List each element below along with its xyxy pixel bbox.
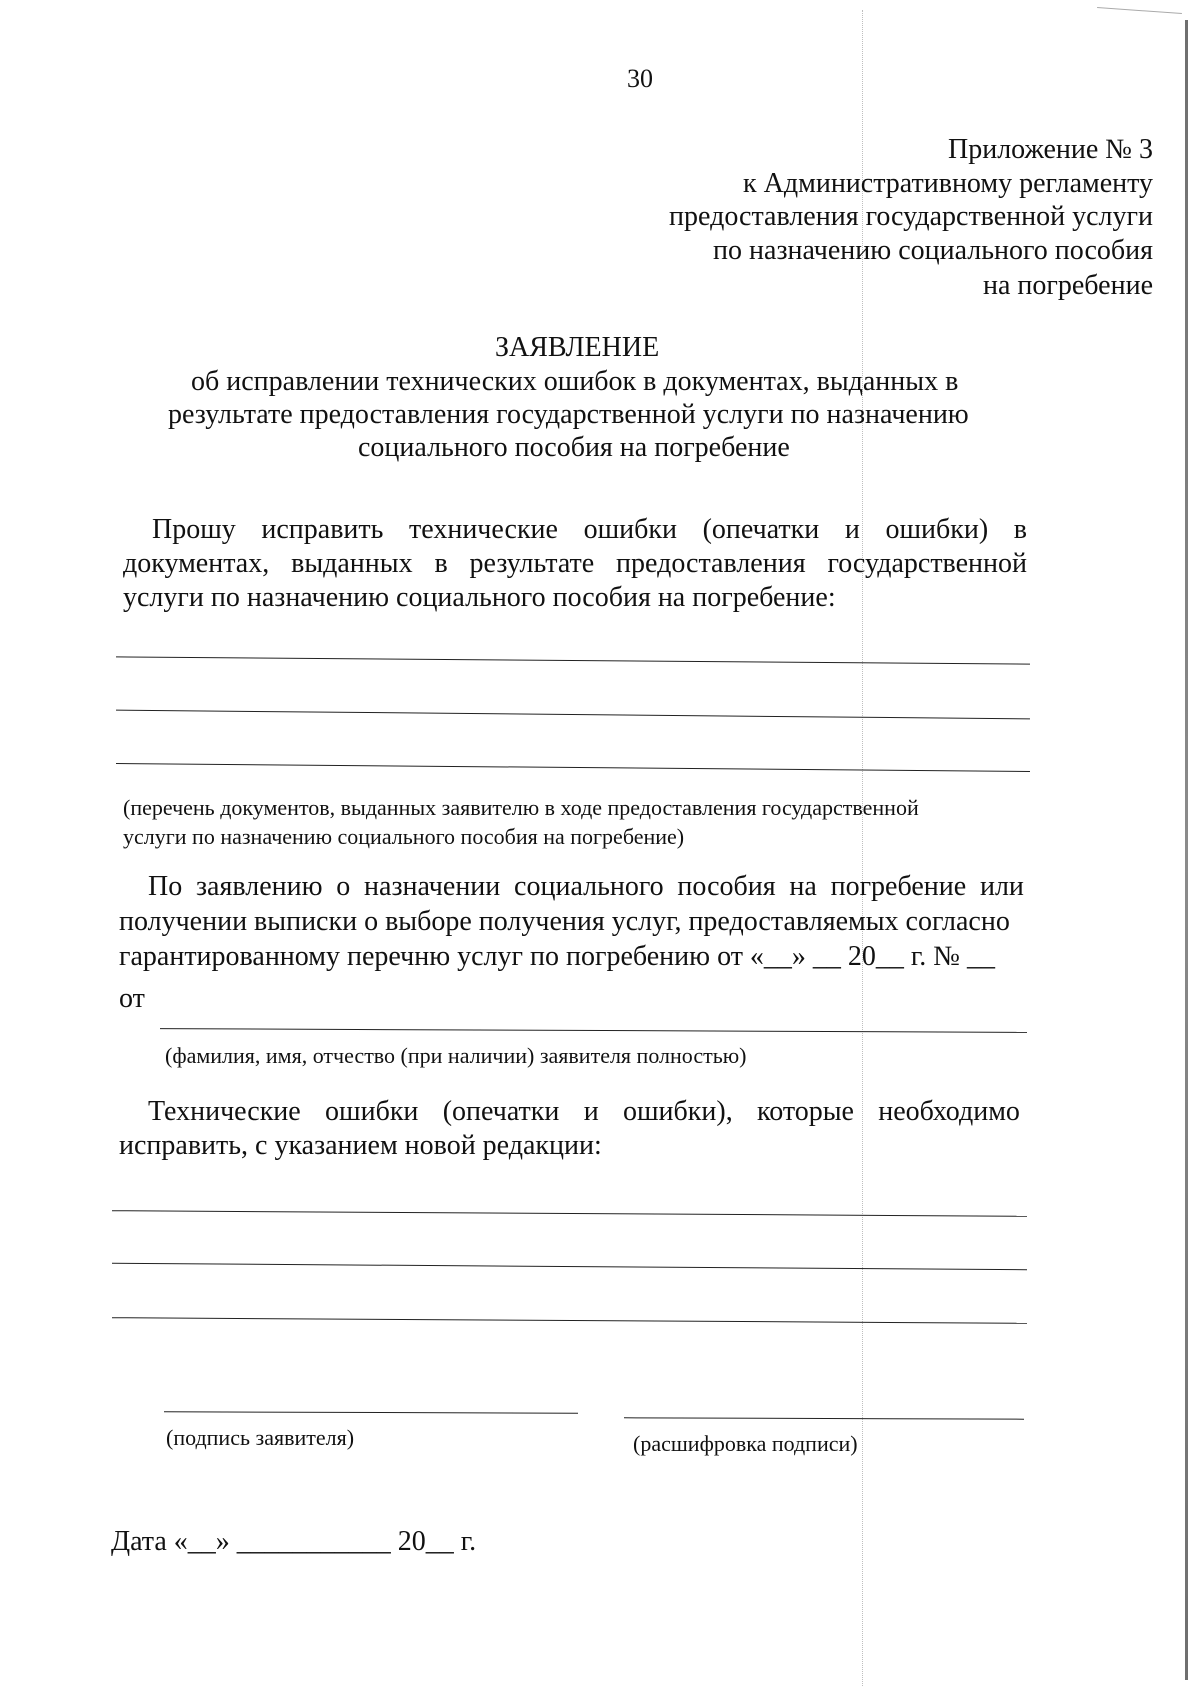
corrections-word: которые <box>757 1096 854 1127</box>
request-word: (опечатки <box>702 514 820 545</box>
documents-entry-line-2 <box>116 710 1030 720</box>
request-word: предоставления <box>616 548 806 579</box>
application-reference-line-3: гарантированному перечню услуг по погребению от «__» __ 20__ г. № __ <box>119 941 995 972</box>
request-line-2 <box>123 550 1027 578</box>
request-word: исправить <box>261 514 384 545</box>
from-label: от <box>119 983 145 1014</box>
annex-line-4: по назначению социального пособия <box>713 235 1153 266</box>
request-word: государственной <box>827 548 1027 579</box>
reference-word: погребение <box>830 871 967 902</box>
document-subtitle-line-3: социального пособия на погребение <box>358 432 790 463</box>
application-reference-line-2: получении выписки о выборе получения услуг, предоставляемых согласно <box>119 906 1010 937</box>
annex-line-3: предоставления государственной услуги <box>669 201 1153 232</box>
application-reference-line-1 <box>148 873 1024 901</box>
request-word: ошибки <box>583 514 677 545</box>
request-line-1 <box>152 516 1027 544</box>
corrections-word: ошибки), <box>623 1096 733 1127</box>
applicant-signature-caption: (подпись заявителя) <box>166 1425 355 1450</box>
corrections-entry-line-1 <box>112 1210 1027 1217</box>
scan-right-edge <box>1185 20 1188 1680</box>
annex-line-5: на погребение <box>982 270 1153 301</box>
corrections-word: ошибки <box>325 1096 419 1127</box>
request-word: результате <box>469 548 595 579</box>
request-word: Прошу <box>152 514 236 545</box>
reference-word: социального <box>514 871 664 902</box>
request-word: документах, <box>123 548 270 579</box>
documents-caption-line-1: (перечень документов, выданных заявителю в ходе предоставления государственной <box>123 795 919 820</box>
document-subtitle-line-2: результате предоставления государственной услуги по назначению <box>168 399 969 430</box>
document-subtitle-line-1: об исправлении технических ошибок в документах, выданных в <box>191 366 959 397</box>
documents-caption-line-2: услуги по назначению социального пособия на погребение) <box>123 824 685 849</box>
corrections-word: и <box>583 1096 599 1127</box>
documents-entry-line-1 <box>116 656 1030 664</box>
request-word: и <box>844 514 860 545</box>
reference-word: назначении <box>364 871 501 902</box>
request-word: технические <box>409 514 558 545</box>
corrections-entry-line-2 <box>112 1263 1027 1270</box>
reference-word: или <box>979 871 1024 902</box>
reference-word: о <box>336 871 351 902</box>
corrections-line-1 <box>148 1098 1020 1126</box>
reference-word: По <box>148 871 183 902</box>
date-field: Дата «__» ___________ 20__ г. <box>111 1526 477 1557</box>
documents-entry-line-3 <box>116 763 1030 772</box>
corrections-entry-line-3 <box>112 1317 1027 1324</box>
reference-word: заявлению <box>196 871 323 902</box>
applicant-name-caption: (фамилия, имя, отчество (при наличии) заявителя полностью) <box>165 1043 747 1068</box>
annex-line-2: к Административному регламенту <box>743 168 1153 199</box>
document-title: ЗАЯВЛЕНИЕ <box>495 332 660 363</box>
corrections-word: Технические <box>148 1096 301 1127</box>
corrections-line-2: исправить, с указанием новой редакции: <box>119 1130 602 1161</box>
corrections-word: (опечатки <box>442 1096 560 1127</box>
request-word: в <box>434 548 448 579</box>
reference-word: на <box>789 871 817 902</box>
annex-line-1: Приложение № 3 <box>948 134 1153 165</box>
request-word: в <box>1013 514 1027 545</box>
applicant-name-line <box>160 1028 1027 1033</box>
request-word: выданных <box>291 548 413 579</box>
signature-decoding-caption: (расшифровка подписи) <box>633 1431 858 1456</box>
scan-top-edge-mark <box>1097 7 1182 14</box>
page-number: 30 <box>627 64 653 93</box>
request-word: ошибки) <box>885 514 989 545</box>
signature-decoding-line <box>624 1417 1024 1419</box>
applicant-signature-line <box>164 1411 578 1413</box>
request-line-3: услуги по назначению социального пособия на погребение: <box>123 582 836 613</box>
corrections-word: необходимо <box>878 1096 1020 1127</box>
reference-word: пособия <box>677 871 776 902</box>
